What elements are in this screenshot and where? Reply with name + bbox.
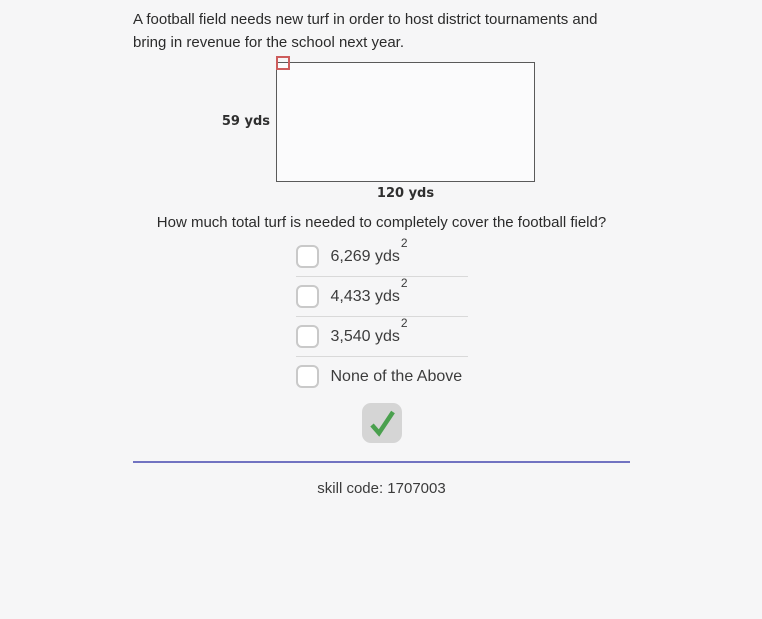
answer-options [296, 237, 468, 396]
answer-label-3: 3,540 yds$^2$ [330, 316, 408, 345]
answer-option-row-4[interactable] [296, 357, 468, 396]
height-dimension-label: 59 yds [221, 114, 270, 129]
question-text: How much total turf is needed to completely cover the football field? [156, 214, 607, 231]
answer-option-row-2[interactable] [296, 277, 468, 316]
answer-checkbox-3[interactable] [296, 325, 319, 348]
intro-text: A football field needs new turf in order to host district tournaments and bring in revenue for the school next year. [133, 11, 598, 51]
submit-answer-button[interactable] [362, 403, 402, 443]
answer-label-2: 4,433 yds$^2$ [330, 276, 408, 305]
width-dimension-label: 120 yds [376, 186, 435, 201]
answer-option-row-3[interactable] [296, 317, 468, 356]
answer-label-4: None of the Above [330, 367, 463, 385]
footer-divider [133, 461, 630, 463]
right-angle-marker-icon [276, 56, 290, 70]
answer-checkbox-4[interactable] [296, 365, 319, 388]
answer-checkbox-2[interactable] [296, 285, 319, 308]
answer-label-1: 6,269 yds$^2$ [330, 236, 408, 265]
exponent: 2 [400, 236, 408, 251]
field-rectangle [276, 62, 535, 182]
field-diagram [133, 62, 630, 214]
quiz-content [133, 0, 630, 497]
skill-code-text: skill code: 1707003 [317, 480, 446, 497]
exponent: 2 [400, 276, 408, 291]
answer-checkbox-1[interactable] [296, 245, 319, 268]
exponent: 2 [400, 316, 408, 331]
checkmark-icon [362, 403, 402, 443]
answer-option-row-1[interactable] [296, 237, 468, 276]
